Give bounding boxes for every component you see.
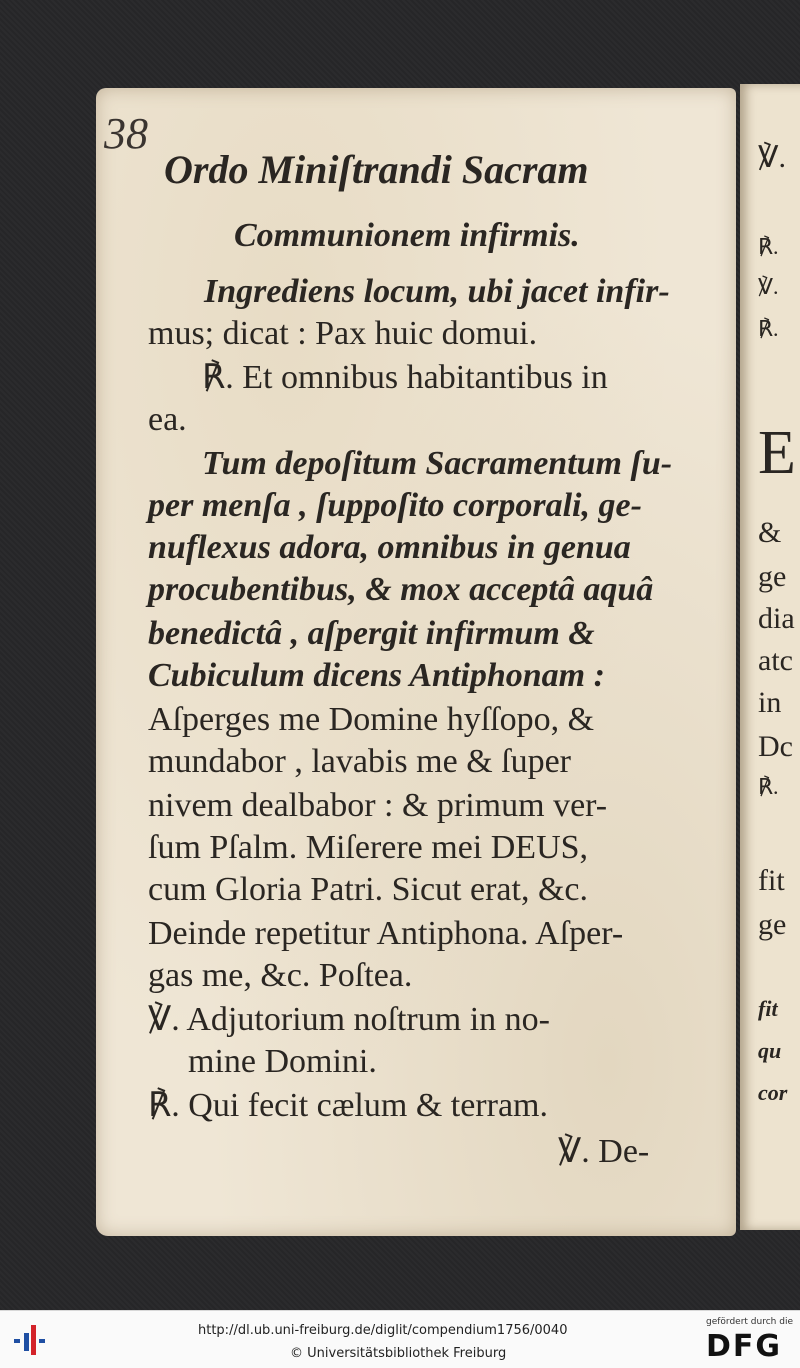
text-line: per menſa , ſuppoſito corporali, ge-: [148, 487, 642, 524]
fragment: in: [758, 686, 782, 719]
text-line: ſum Pſalm. Miſerere mei DEUS,: [148, 829, 589, 866]
text-line: nivem dealbabor : & primum ver-: [148, 787, 608, 824]
fragment: fit: [758, 864, 785, 897]
fragment: fit: [758, 996, 778, 1021]
viewer-footer: [0, 1310, 800, 1368]
fragment: &: [758, 516, 782, 549]
text-line: ℟. Et omnibus habitantibus in: [202, 359, 608, 396]
fragment: dia: [758, 602, 795, 635]
fragment: E: [758, 419, 796, 487]
fragment: Dc: [758, 730, 793, 763]
text-line: ea.: [148, 401, 187, 438]
page-number: 38: [104, 109, 148, 158]
text-line: ℣. Adjutorium noſtrum in no-: [148, 1001, 550, 1038]
fragment: ℣.: [758, 141, 787, 174]
fragment: ℟.: [758, 316, 779, 341]
text-line: Ingrediens locum, ubi jacet infir-: [204, 273, 670, 310]
catchword: ℣. De-: [558, 1133, 650, 1170]
text-line: Aſperges me Domine hyſſopo, &: [148, 701, 595, 738]
copyright-text: © Universitätsbibliothek Freiburg: [290, 1346, 507, 1361]
fragment: atc: [758, 644, 793, 677]
document-url-link[interactable]: http://dl.ub.uni-freiburg.de/diglit/compendium1756/0040: [198, 1323, 568, 1338]
fragment: ℟.: [758, 234, 779, 259]
library-logo-icon: [12, 1323, 52, 1357]
fragment: ℣.: [758, 274, 779, 299]
fragment: qu: [758, 1038, 782, 1063]
text-line: Tum depoſitum Sacramentum ſu-: [202, 445, 673, 482]
fragment: ge: [758, 560, 787, 593]
text-line: benedictâ , aſpergit infirmum &: [148, 615, 595, 652]
text-line: Cubiculum dicens Antiphonam :: [148, 657, 605, 694]
fragment: cor: [758, 1080, 788, 1105]
text-line: procubentibus, & mox acceptâ aquâ: [148, 571, 654, 608]
text-line: cum Gloria Patri. Sicut erat, &c.: [148, 871, 588, 908]
text-line: mus; dicat : Pax huic domui.: [148, 315, 538, 352]
adjacent-page-edge: [740, 84, 800, 1230]
fragment: ge: [758, 908, 787, 941]
text-line: mundabor , lavabis me & ſuper: [148, 743, 572, 780]
text-line: mine Domini.: [188, 1043, 377, 1080]
page-title: Ordo Miniſtrandi Sacram: [164, 147, 589, 192]
page-subtitle: Communionem infirmis.: [234, 217, 580, 254]
text-line: Deinde repetitur Antiphona. Aſper-: [148, 915, 624, 952]
funder-name: DFG: [706, 1329, 783, 1364]
funding-note: gefördert durch die: [706, 1317, 793, 1327]
text-line: nuflexus adora, omnibus in genua: [148, 529, 631, 566]
text-line: ℟. Qui fecit cælum & terram.: [148, 1087, 548, 1124]
text-line: gas me, &c. Poſtea.: [148, 957, 413, 994]
dfg-logo: [706, 1317, 792, 1363]
fragment: ℟.: [758, 774, 779, 799]
book-page: [96, 88, 736, 1236]
